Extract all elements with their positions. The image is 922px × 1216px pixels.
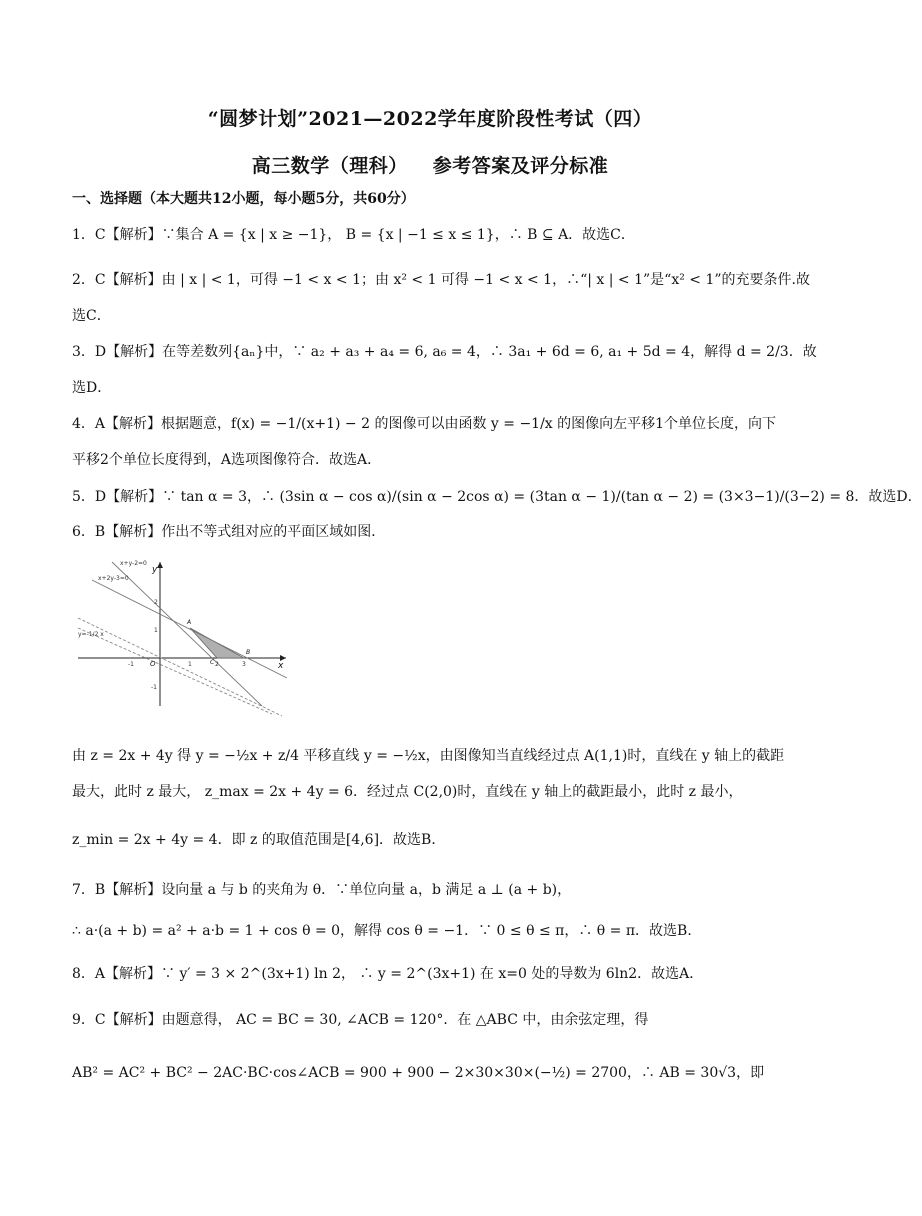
line-label-2: x+2y-3=0 — [98, 575, 129, 582]
answer-line: 选D． — [72, 380, 112, 396]
page-subtitle: 高三数学（理科） 参考答案及评分标准 — [251, 155, 609, 177]
answer-line: 选C． — [72, 308, 111, 324]
point-c-label: C — [210, 659, 215, 666]
tick-x: 1 — [188, 661, 192, 668]
answer-line: 最大，此时 z 最大， z_max = 2x + 4y = 6．经过点 C(2,0)时，直线在 y 轴上的截距最小，此时 z 最小， — [72, 784, 743, 800]
answer-line: 5．D【解析】∵ tan α = 3，∴ (3sin α − cos α)/(sin α − 2cos α) = (3tan α − 1)/(tan α − 2) = (3×3−1)/(3−2) = 8．故选D． — [72, 489, 922, 505]
tick-x: -1 — [128, 661, 134, 668]
tick-x: 2 — [215, 661, 219, 668]
answer-line: 8．A【解析】∵ y′ = 3 × 2^(3x+1) ln 2， ∴ y = 2^(3x+1) 在 x=0 处的导数为 6ln2．故选A． — [72, 966, 704, 982]
answer-line: 4．A【解析】根据题意，f(x) = −1/(x+1) − 2 的图像可以由函数 y = −1/x 的图像向左平移1个单位长度，向下 — [72, 416, 777, 432]
page-title: “圆梦计划”2021—2022学年度阶段性考试（四） — [207, 108, 653, 130]
axis-y-label: y — [152, 565, 158, 575]
feasible-region-figure — [72, 556, 292, 716]
point-a-label: A — [187, 619, 192, 626]
point-b-label: B — [246, 649, 251, 656]
origin-label: O — [150, 660, 156, 668]
tick-y: -1 — [151, 684, 157, 691]
section-heading: 一、选择题（本大题共12小题，每小题5分，共60分） — [72, 191, 415, 207]
tick-x: 3 — [242, 661, 246, 668]
line-label-3: y=-1/2 x — [78, 631, 104, 638]
line-half-x-shift — [78, 628, 272, 714]
answer-line: ∴ a·(a + b) = a² + a·b = 1 + cos θ = 0，解得 cos θ = −1．∵ 0 ≤ θ ≤ π，∴ θ = π．故选B． — [72, 923, 702, 939]
answer-line: AB² = AC² + BC² − 2AC·BC·cos∠ACB = 900 + 900 − 2×30×30×(−½) = 2700，∴ AB = 30√3，即 — [72, 1065, 765, 1081]
answer-line: 6．B【解析】作出不等式组对应的平面区域如图． — [72, 524, 386, 540]
answer-line: 7．B【解析】设向量 a 与 b 的夹角为 θ．∵单位向量 a，b 满足 a ⊥ (a + b)， — [72, 882, 572, 898]
line-label-1: x+y-2=0 — [120, 560, 147, 567]
answer-line: 2．C【解析】由 | x | < 1，可得 −1 < x < 1；由 x² < 1 可得 −1 < x < 1，∴“| x | < 1”是“x² < 1”的充要条件.故 — [72, 272, 810, 288]
axis-x-label: x — [278, 661, 284, 671]
line-x-plus-y — [112, 562, 262, 706]
answer-line: 1．C【解析】∵集合 A = {x | x ≥ −1}， B = {x | −1 ≤ x ≤ 1}，∴ B ⊆ A．故选C． — [72, 227, 635, 243]
answer-line: 9．C【解析】由题意得， AC = BC = 30, ∠ACB = 120°．在 △ABC 中，由余弦定理，得 — [72, 1012, 649, 1028]
answer-line: 3．D【解析】在等差数列{aₙ}中，∵ a₂ + a₃ + a₄ = 6, a₆ = 4，∴ 3a₁ + 6d = 6, a₁ + 5d = 4，解得 d = 2/3．故 — [72, 344, 817, 360]
line-half-x — [78, 618, 282, 716]
answer-line: 平移2个单位长度得到，A选项图像符合．故选A． — [72, 452, 382, 468]
tick-y: 2 — [154, 599, 158, 606]
answer-line: z_min = 2x + 4y = 4．即 z 的取值范围是[4,6]．故选B． — [72, 832, 446, 848]
answer-line: 由 z = 2x + 4y 得 y = −½x + z/4 平移直线 y = −½x，由图像知当直线经过点 A(1,1)时，直线在 y 轴上的截距 — [72, 748, 785, 764]
tick-y: 1 — [154, 627, 158, 634]
